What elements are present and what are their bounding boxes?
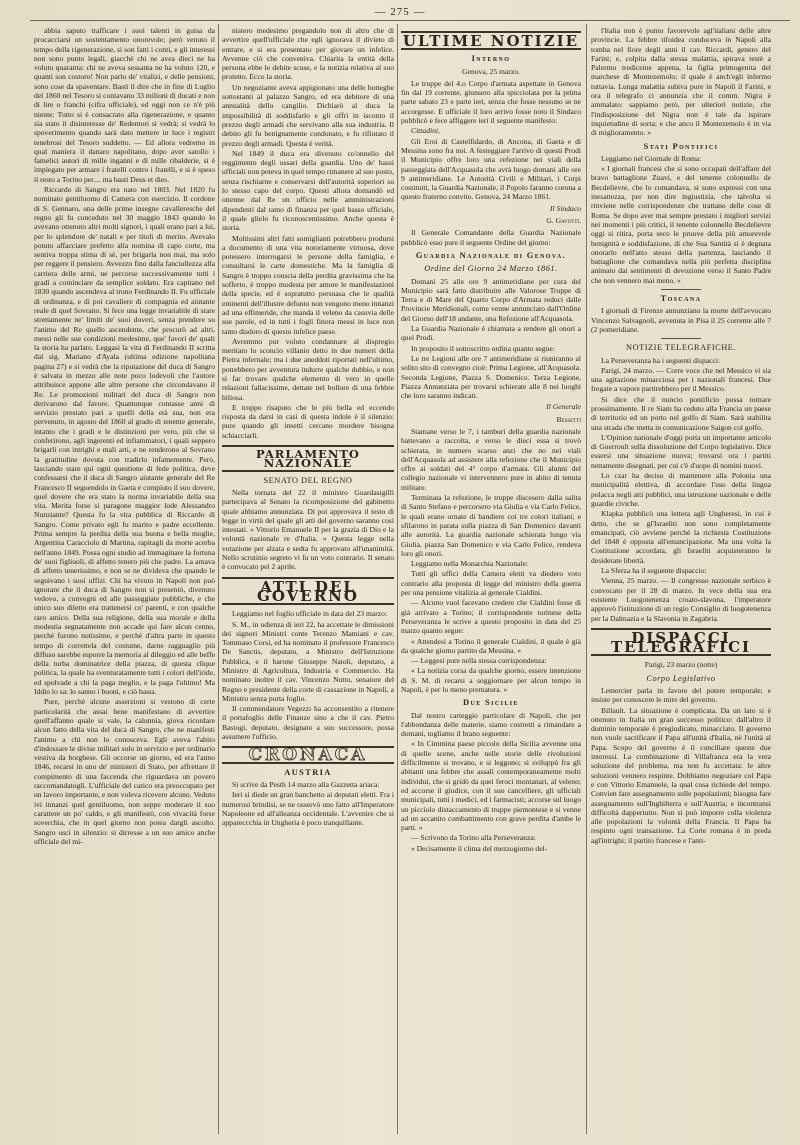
article-paragraph: Moltissimi altri fatti somiglianti potrebbero prodursi a documento di una vita notoriamente virtuosa, dove potessero interrogarsi le persone della famiglia, e consultarsi le carte domestiche. Ma la famiglia di Sangro è troppo conscia della perdita gravissima che ha sofferto, è troppo modesta per amore le manifestazioni della specie, ed è sopratutto persuasa che le qualità eminenti dell'illustre defunto non vengono meno innanzi ad una effimeride, che manda il veleno da casuvia delle sue parole, ed in tutti i fogli finora messi in luce non tanto disdoro di questo infelice paese. <box>222 233 394 336</box>
article-paragraph: Un negoziante aveva appigionato una delle botteghe sottostanti al palazzo Sangro, ed era debitore di una annualità dello cangilio. Dichiarò al duca la impossibilità di soddisfarlo e gli offrì in isconto il prezzo degli armadi che servivano alla sua industria. Il debito gli fu benignamente condonato, e fu rifiutato il prezzo degli armadi. Questa è verità. <box>222 82 394 148</box>
column-4 <box>591 26 771 1136</box>
article-paragraph: abbia saputo trafficare i suoi talenti in guisa da procacciarsi un sostentamento onorevole; però venuto il tempo della rigenerazione, si son fatti i conti, e gli interessi non sono punto legali, giacchè chi ne avea dieci ne ha voluto quaranta: chi ne aveva sessanta ne ha voluto 120, e quanti son costoro! Non parlo de' vitalizi, e delle pensioni, sono cose da spaventare. Basti il dire che in fine di Luglio del 1860 nel Tesoro si contavano 33 milioni di ducati e non di lire o franchi (cifra ufficiale), ed oggi non ce n'è più niente: Tutto si è consacrato alla rigenerazione, e quanto sia stato il disinteresse de' Redentori si vedrà; si vedrà lo spoverimento quando sarà dato mettere in luce i registri tenebrosi del Tesoro suddetto. — Ed allora vedremo in qual maniera il danaro napolitano, dopo aver satollo i famelici autori di mille inganni e di mille ribalderie, si è impiegato per armare i fratelli contro i fratelli, e si è speso il resto a Torino per.... ma basti Deus et dies. <box>34 26 215 184</box>
article-paragraph: « La notizia corsa da qualche giorno, essere intenzione di S. M. di recarsi a soggiornare per alcun tempo in Napoli, è per lo meno prematura. » <box>401 666 581 694</box>
article-paragraph: — Alcuno vuol facevano credere che Cialdini fosse di già arrivato a Torino; il corrispondente torinese della Perseveranza le scrive a questo proposito in data del 25 marzo quanto segue: <box>401 598 581 636</box>
article-paragraph: Billault. La situazione è complicata. Da un lato si è ottenuto in Italia un gran successo politico: dall'altro il dominio temporale è pregiudicato, minacciato. Il governo non vuole sacrificare il Papa all'unità d'Italia, nè l'unità al Papa. Scopo del governo è il conciliare queste due interessi. La combinazione di Villafranca era la vera soluzione del problema, ma non fu accettata: le altre soluzioni vennero respinte. Dobbiamo negoziare col Papa e con Vittorio Emanuele, la qual cosa richiede del tempo. Convien fare assegnamento sulle popolazioni; bisogna fare assegnamento sull'Inghilterra e sull'Austria; e incontransi difficoltà dappertutto. Non si può imporre colla violenza alle popolazioni la volontà della Francia. Il Papa ha respinto ogni transazione. La Corte romana è in preda agl'intrighi; il partito francese e l'anti- <box>591 705 771 845</box>
article-paragraph: Leggiamo nel foglio ufficiale in data del 23 marzo: <box>232 609 388 619</box>
order-subhead: Ordine del Giorno 24 Marzo 1861. <box>424 264 558 274</box>
column-rule <box>218 24 219 1134</box>
article-paragraph: Tutti gli uffici della Camera eletti va diedero voto contrario alla proposta di legge del ministro della guerra per una pensione vitalizia al generale Cialdini. <box>401 569 581 598</box>
section-subhead-austria: AUSTRIA <box>284 767 332 777</box>
article-paragraph: Si scrive da Pesth 14 marzo alla Gazzetta ariaca: <box>232 779 380 789</box>
article-paragraph: La Sferza ha il seguente dispaccio: <box>601 566 707 576</box>
article-paragraph: Lo czar ha deciso di mantenere alla Polonia una municipalità elettiva, di accordare l'uso della lingua polacca negli atti pubblici, una istruzione nazionale e delle guardie civiche. <box>591 471 771 508</box>
order-head: Guardia Nazionale di Genova. <box>415 250 567 260</box>
article-paragraph: Leggiamo nel Giornale di Roma: <box>601 153 702 163</box>
section-banner-parlamento: PARLAMENTO NAZIONALE <box>222 445 394 472</box>
section-subhead-interno: Interno <box>471 54 511 64</box>
article-paragraph: Domani 25 alle ore 9 antimeridiane per cura del Municipio sarà fatto distribuire alle Valorose Truppe di Terra e di Mare del Quarto Corpo d'Armata reduci dalle Provincie Meridionali, come venne annunciato dall'Ordine del Giorno dell'18 andante, una Refezione all'Acquasola. <box>401 276 581 323</box>
article-paragraph: l'Italia non è punto favorevole agl'italiani delle altre provincie. La febbre tifoidea conduceva in Napoli alla tomba nel fiore degli anni il cav. Riccardi, genero del Farini; e, colpita dalla stessa malattia, spirava testè a Palermo trediceine appena, la figlia primogenita del marchese di Montezemolo; il quale è anch'egli infermo tuttavia. Lunga malattia subiva pure in Napoli il Farini, e ora il telegrafo ci annunzia che il comm. Nigra è ammalato: sappiamo però, per ulteriori notizie, che l'indisposizione del Nigra non è tale da ispirare inquietudine di sorta; e che anco il Montezemolo è in via di miglioramento. » <box>591 26 771 138</box>
article-paragraph: La Perseveranza ha i seguenti dispacci: <box>601 355 721 365</box>
signature-title: Il Sindaco <box>549 203 581 213</box>
article-paragraph: « Decisamente il clima del mezzogiorno del- <box>411 843 548 853</box>
article-paragraph: Ieri si diede un gran banchetto ai deputati eletti. Fra i numerosi brindisi, se ne osservò uno fatto all'Imperatore Napoleone ed all'alleanza occidentale. L'avvenire che si appareccchia in Ungheria è poco tranquillante. <box>222 790 394 828</box>
column-1 <box>34 26 215 1136</box>
section-banner-cronaca: CRONACA <box>222 746 394 763</box>
article-paragraph: Lemercier parla in favore del potere temporale; e insiste per conoscere le mire del governo. <box>591 686 771 705</box>
article-paragraph: Klapka pubblicò una lettera agli Ungheresi, in cui è detto, che se gl'Israeliti non sono completamente emancipati, ciò avviene perchè la richiesta Costituzione del 1848 è opposta all'emancipazione. Ma una volta la Costituzione accordata, gli Israeliti acquisteranno le desiderate libertà. <box>591 509 771 565</box>
column-2 <box>222 26 394 1136</box>
article-paragraph: Dal nostro carteggio particolare di Napoli, che per l'abbondanza delle materie, siamo costretti a rimandare a domani, togliamo il brano seguente: <box>401 710 581 739</box>
article-paragraph: Leggiamo nella Monarchia Nazionale: <box>411 559 529 569</box>
column-3 <box>401 26 581 1136</box>
column-rule <box>586 24 587 1134</box>
signature-title: Il Generale <box>546 402 581 412</box>
article-paragraph: In proposito il sottoscritto ordina quanto segue: <box>411 343 555 353</box>
article-paragraph: E troppo risaputo che le più bella ed eccendo risposta da darsi in casi di questa indole è il silenzio: pure quando gli insetti cercano mordere bisogna schiacciarli. <box>222 402 394 440</box>
article-paragraph: Avremmo pur voluto condannare al dispregio meritato lo sconcio villanio detto in due numeri della Pietra infernale; ma i due aneddoti riportati nell'ultimo, potrebbero per avventura indurre qualche dubbio, e non si far trovare qualche elemento di vero in quelle relazioni fallacissime, dettate nel bollore di una febbre biliosa. <box>222 336 394 402</box>
section-banner-governo: ATTI DEL GOVERNO <box>222 577 394 606</box>
section-subhead-corpo-legislativo: Corpo Legislativo <box>646 673 716 683</box>
section-banner-ultime-notizie: ULTIME NOTIZIE <box>402 32 580 50</box>
article-paragraph: — Leggesi pure nella stessa corrispondenza: <box>411 656 547 666</box>
article-paragraph: « Attendesi a Torino il generale Cialdini, il quale è già da qualche giorno partito da Messina. » <box>401 636 581 655</box>
section-subhead-stati-pontifici: Stati Pontifici <box>643 141 719 151</box>
header-rule <box>30 20 790 21</box>
signature-name: G. Gavotti. <box>546 216 581 226</box>
section-subhead-senato: SENATO DEL REGNO <box>263 475 353 485</box>
article-paragraph: Riccardo di Sangro era nato nel 1803. Nel 1820 fu nominato gentiluomo di Camera con esercizio. Il cordone di S. Gennaro, una delle prime insegne cavalleresche del regno gli fu conceduto nel 30 maggio 1843 quando lo avevano ottenuto altri molti signori, i quali erano pari a lui, per lo splendore de' natali e per titoli di merito. Avevalo potuto affacciare prefetto alla nomina di capo corte, ma sentiva troppa stima di sè, per brigarla non mai, ma solo per reggere il pensiero. Avvezzo fino dalla fanciullezza alla carriera delle armi, ne percorse successivamente tutti i gradi a cominciare da semplice soldato. Era capitano nel 1830 quando ascendeva al trono Ferdinando II. Fu ufficiale di ordinanza, e di poi cavaliere di compagnia ed aiutante reale di quel Sovrano. Si fece una legge invariabile di stare strettamente ne' limiti de' suoi doveri, senza prendere su l'animo del Re quello ascendente, che procurò ad altri, messi nelle sue condizioni medesime, que' favori de' quali la storia ha parlato. Leggasi la vita di Ferdinando II scritta dal sig. Mariano d'Ayala (ultima edizione napolitana pagina 27) e si vedrà che la riputazione del duca di Sangro è salvata in mezzo alle note poco lodevoli che l'autore attribuisce appone alle altre persone che circondavano il Re. Le promozioni militari del duca di Sangro non derivarono dal favore. Quantunque contasse anni di servizio prestato pari a quelli della età sua, non era pervenuto, in agosto del 1860 al grado di tenente generale, intanto che i gradi e le distinzioni per vero, più che si conferirono, agli ingerenti ed infiammatori, i quali seppero brigarli con intrighi e mali arti, e ne renderono al Sovrano la gratitudine dovuta con tradirlo infamemente. Però, lasciando stare qui ogni questione di fede politica, deve confessarsi che il duca di Sangro aiutante generale del Re Francesco II seguendolo in Gaeta e compiuto il suo dovere, quel dovere che era stato la norma invariabile della sua vita. Merita forse si paragone maggior lode Alessandro Nunziante? Questa fu la vita pubblica di Riccardo di Sangro. Come privato egli fu marito e padre eccellente. Prima sempre la perdita della sua buona e bella moglie, Argentina Caracciolo di Martina, rapitagli da morte acerba nell'anno 1849. Possa ogni studio ad immaginare la fortuna de' suoi figliuoli, di affetto tenero più che padre. La amava di affetto tenerissimo, e non se ne divideva che quando le seguivano i suoi uffizi. Chi ha vivuto in Napoli non può ignorare che il duca di Sangro non si presentò, divenuto vedovo, a convegni ed alle passeggiate pubbliche, e che unico suo diletto era trattenersi co' parenti, e con qualche raro amico. Della sua religione, della sua morale e della modestia segnatamente non accade qui fare alcun cenno, perchè furono notissime, e perchè d'altra parte in questo tempo di correttela del costume, darne ragguaglio più diffuso sarebbe esporre la memoria al dileggio ed alle beffe della turba dominatrice della piazza, di questa clique politica, la quale ha sventuratamente tutti i colori dell'iride, ed spolvade a chi la paga meglio, e la paga l'ultimo! Ma Iddio lo sa: lo sanno i buoni, e ciò basta. <box>34 185 215 697</box>
article-paragraph: Le truppe del 4.o Corpo d'armata aspettate in Genova fin dal 19 corrente, giunsero alla spicciolata per la prima parte sabato 23 e parte ieri, senza che fosse nessuno se ne accorgesse. E ufficiale il loro arrivo fosse noto il Sindaco pubblicò e fece affiggere ieri il seguente manifesto: <box>401 78 581 126</box>
column-rule <box>397 24 398 1134</box>
separator <box>661 289 701 290</box>
page-number: — 275 — <box>374 6 426 18</box>
separator <box>661 338 701 339</box>
article-paragraph: Le tre Legioni alle ore 7 antimeridiane si riuniranno al solito sito di convegno cioè: Prima Legione, all'Acquasola. Seconda Legione, Piazza S. Domenico. Terza Legione, Piazza Annunziata per trovarsi schierate alle 8 nei luoghi che loro saranno indicati. <box>401 353 581 401</box>
article-paragraph: La Guardia Nazionale è chiamata a rendere gli onori a quei Prodi. <box>401 324 581 343</box>
article-paragraph: Stamane verso le 7, i tamburi della guardia nazionale battevano a raccolta, e verso le dieci essa si trovò schierata, in numero scarso anzi che no nei viali dell'Acquasola ad assistere alla refezione che il Municipio offre ai soldati del 4° corpo d'armata. Gli alunni del collegio nazionale vi intervennero pure in abito di tenuta militare. <box>401 426 581 492</box>
section-subhead-due-sicilie: Due Sicilie <box>463 698 519 708</box>
article-paragraph: Gli Eroi di Castelfidardo, di Ancona, di Gaeta e di Messina sono fra noi. A festeggiare l'arrivo di questi Prodi il Municipio offre loro una refezione nei viali della passeggiata dell'Acquasola che avrà luogo domani alle ore 9 antimeridiane. Le Autorità Civili e Militari, i Corpi costituiti, la Guardia Nazionale, il Popolo faranno corona a questo fraterno convito. Genova, 24 Marzo 1861. <box>401 136 581 202</box>
section-subhead-notizie-telegrafiche: NOTIZIE TELEGRAFICHE. <box>626 343 736 353</box>
article-paragraph: L'Opinion nationale d'oggi porta un importante articolo di Guerroult sulla dissoluzione del Corpo legislativo. Dice essersi una situazione nuova; trovarsi ora i partiti nettamente disegnati, per cui c'è d'uopo di nomini nuovi. <box>591 432 771 470</box>
article-paragraph: Nella tornata del 22 il ministro Guardasigilli partecipava al Senato la ricomposizione del gabinetto quale abbiamo annunziata. Di poi approvava il testo di legge in virtù del quale gli atti del governo saranno così intestati. « Vittorio Emanuele II per la grazia di Dio e la volontà nazionale re d'Italia. » Questa legge nella votazione per alzata e sedta fu approvato all'unanimità. Nello scrutinio segreto vi fu un voto contrario. Il senato è convocato pel 2 aprile. <box>222 487 394 572</box>
article-paragraph: Il Generale Comandante della Guardia Nazionale pubblicò esso pure il seguente Ordine del giorno: <box>401 228 581 247</box>
article-paragraph: « In Cimmina paese piccolo della Sicilia avvenne una di quelle scene, anche nelle storie delle rivoluzioni difficilmente si trovano, e si leggono; si sviluppò fra gli abitanti una febbre che assalì contemporaneamente molti individui, che si gridò da quei feroci montanari, al veleno; ed accorse il giudice, con il suo cancelliere, gli ufficiali municipali, tutti i medici, ed i farmacisti; accorse sul luogo un picciolo distaccamento di truppe piemontese e si venne ad un accanito combattimento con grave perdita d'ambe le parti. » <box>401 739 581 833</box>
article-paragraph: Si dice che il nuncio pontificio possa tornare prossimamente. Il re Siam ha ceduto alla Francia un paese di territorio ed un porto nel golfo di Siam. Sarà stabilita una strada che metta in comunicazione Saigon col golfo. <box>591 394 771 432</box>
dateline: Parigi, 23 marzo (notte) <box>644 660 718 670</box>
signature-name: Bessetti <box>556 414 581 424</box>
article-paragraph: « I giornali francesi che si sono occupati dell'affare del bravo battaglione Zuavi, e del tenente colonnello de Becdelievre, che lo comandava, si sono espressi con una inesattezza, per non dire ingiustizia, che talvolta si rinviene nelle corrispondenze che trattano delle cose di Roma. Se dopo aver mai sempre prestato i migliori servizi nei momenti i più critici, il tenente colonnello Becdelievre oggi si ritira, porta seco le pruove della più amorevole benignità e soddisfazione, di che Sua Santità si è degnata onorarlo nell'atto stesso della partenza, lasciando il battaglione che comandava nella più perfetta disciplina animato dai sentimenti di devozione verso il Santo Padre che non vennero mai meno. » <box>591 164 771 285</box>
section-banner-dispacci: DISPACCI TELEGRAFICI <box>591 628 771 657</box>
article-paragraph: — Scrivono da Torino alla Perseveranza: <box>411 833 536 843</box>
article-paragraph: Vienna, 25 marzo. — Il congresso nazionale serbico è convocato per il 28 di marzo. In vece della sua era esistente Luogotenenza croato-slavona, l'imperatore approvò l'istituzione di un regio Consiglio di luogotenenza per la Dalmazia e la Slavonia in Zagabria. <box>591 576 771 623</box>
dateline: Genova, 25 marzo. <box>462 66 520 76</box>
article-paragraph: Parigi, 24 marzo. — Corre voce che nel Messico vi sia una agitazione minacciosa per i nazionali francesi. Due fregate a vapore partirebbero per il Messico. <box>591 365 771 394</box>
section-subhead-toscana: Toscana <box>660 294 702 304</box>
article-paragraph: Il commendatore Vegezzi ha acconsentito a ritenere il portafoglio delle Finanze sino a che il cav. Pietro Bastogi, deputato, designato a suo successore, possa assumere l'ufficio. <box>222 704 394 742</box>
article-paragraph: nistero medesimo pregandolo non di altro che di avvertire quell'ufficiale che egli ignorava il divieto di entrare, e si era presentato per giovare un infelice. Avvenne ciò che conveniva. Chiarita la entità della persona ebbe le debite scuse, e la notizia relativa al suo protetto. Ecco la storia. <box>222 26 394 82</box>
article-paragraph: I giornali di Firenze annunziano la morte dell'avvocato Vincenzo Salvagnoli, avvenuta in Pisa il 25 corrente alle 7 (2 pomeridiane. <box>591 306 771 334</box>
article-paragraph: S. M., in udienza di ieri 22, ha accettate le dimissioni dei signori Ministri conte Terenzo Mamiani e cav. Tommaso Corsi, ed ha nominato il professore Francesco De Sanctis, deputato, a Ministro dell'Istruzione Pubblica, e il barone Giuseppe Natoli, deputato, a Ministro di Agricoltura, Industria e Commercio. Ha nominato inoltre il cav. Vincenzo Nutto, senatore del Regno e presidente della corte di cassazione in Napoli, a Ministro senza porta foglio. <box>222 619 394 703</box>
article-paragraph: Terminata la refezione, le truppe discesero dalla salita di Santo Stefano e percorsero via Giulia e via Carlo Felice, le quali erano ornate di bandiere coi tre colori italiani; e sfilarono in parata sulla piazza di San Domenico davanti alle autorità. La guardia nazionale schierata lungo via Giulia, piazza San Domenico e via Carlo Felice, rendeva loro gli onori. <box>401 493 581 558</box>
article-paragraph: Nel 1849 il duca era divenuto co'onnello del reggimento degli ussari della guardia. Uno de' bassi ufficiali non poteva in quel tempo rimanere al suo posto, senza rischiarne e conservarsi dell'autorità superiori su lo stesso capo del corpo. Questi allora domandò ed ottenne dal Re un ufficio nelle amministrazioni dipendenti dal ramo di finanza per quel basso ufficiale, il quale glielo fu riconoscentissimo. Anche questa è storia. <box>222 148 394 233</box>
article-paragraph: Pure, perchè alcune asserzioni si vestono di certe particolarità che assai bene manifestano di avvertire quell'affanno quale si vale, la calunnia, giova ricordare alcun fatto della vita del duca di Sangro, che ne manifesti l'animo a chi non lo conosceva. Egli aveva l'abito d'indossare le divise militari solo in servizio e per ordinario vestiva da borghese. Gli occorse un giorno, ed era l'anno 1846, recarsi in uno de' ministeri di Stato, per affrettare il compimento di una faccenda che riguardava un povero raccomandatogli. L'ufficiale del carico era preoccupato per un lavoro importante, e non voleva ricevere alcuno. Veduto ivi innanzi quel gentiluomo, non seppe moderare il suo carattere un po' caldo, e gli manifestò, con vivacità forse soverchia, che in quel giorno non potea dargli ascolto. Sangro usci in silenzio: si dirresse a un suo amico anche ufficiale del mi- <box>34 697 215 846</box>
article-paragraph: Cittadini, <box>411 126 440 136</box>
